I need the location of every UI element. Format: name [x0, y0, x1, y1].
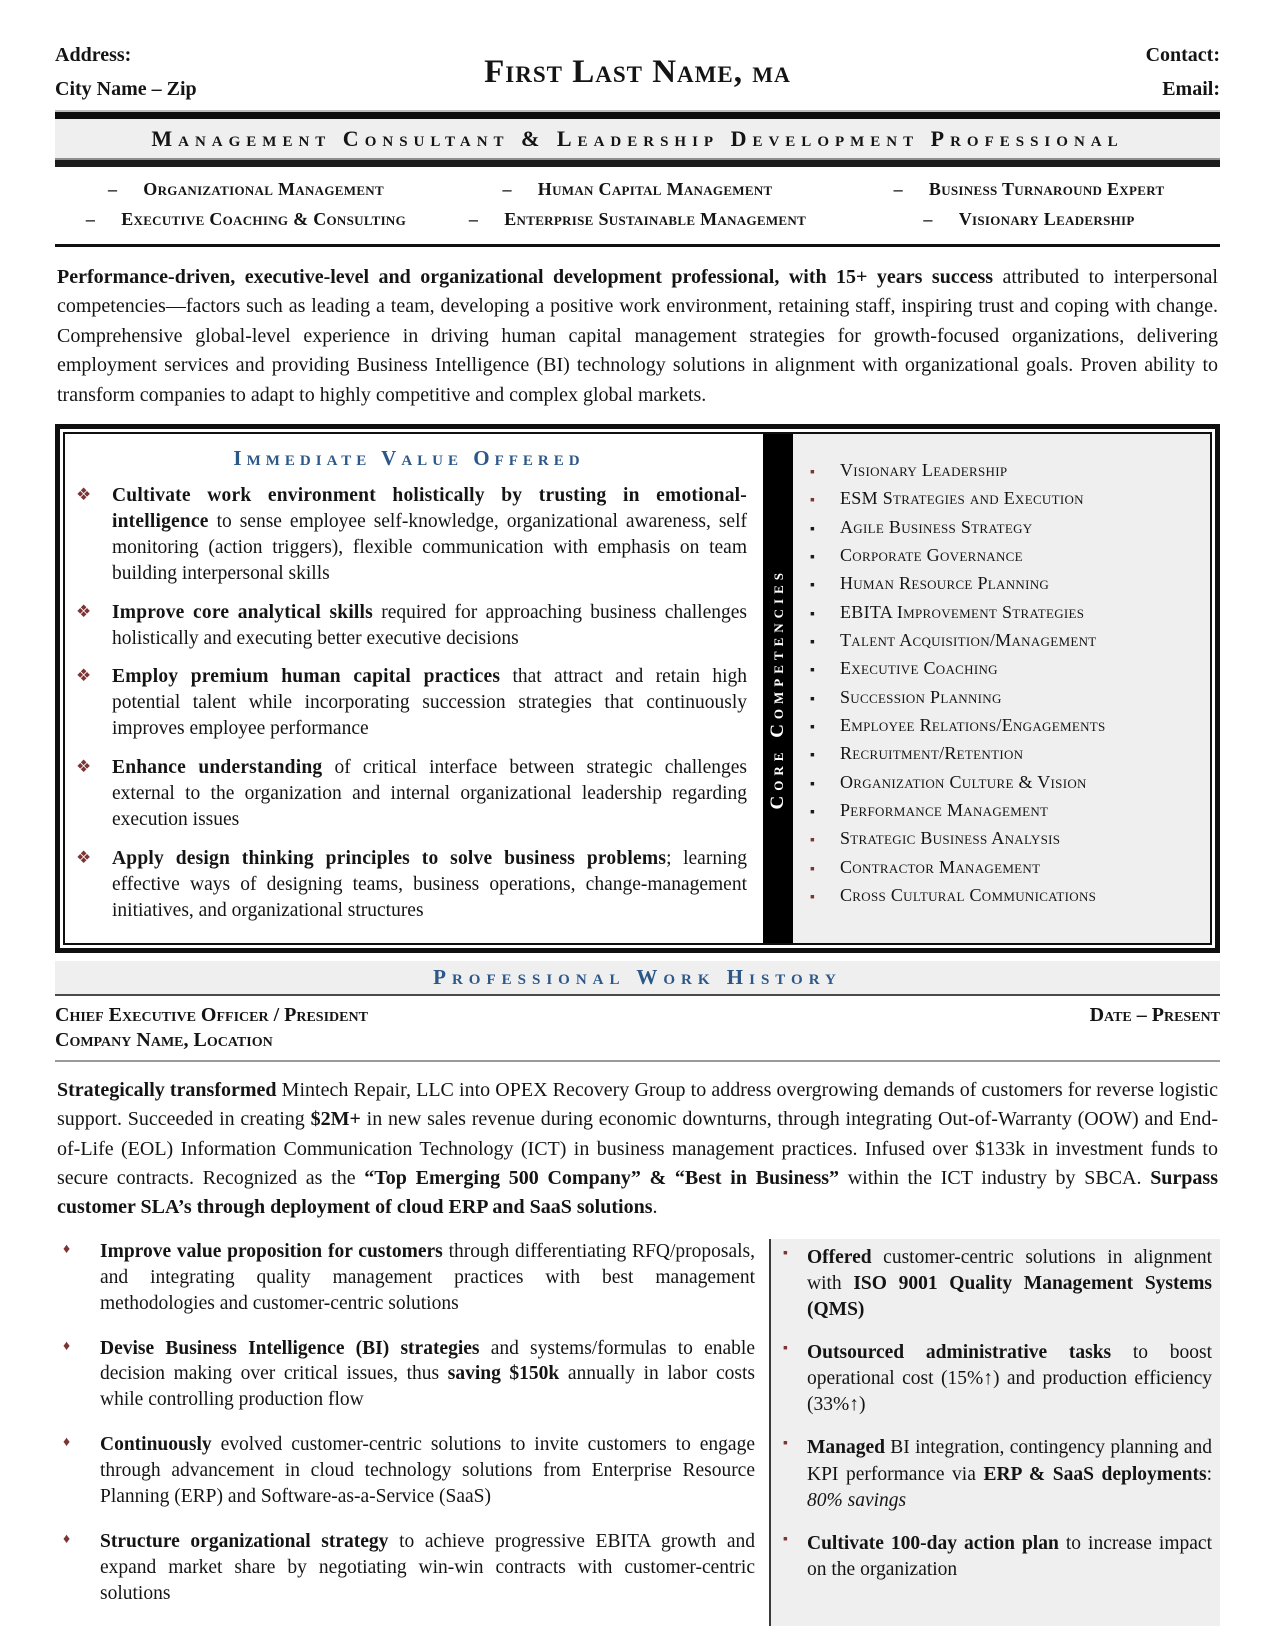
diamond-bullet-icon: ❖ [76, 484, 92, 504]
achievement-text: Outsourced administrative tasks to boost operational cost (15%↑) and production efficiency (33%↑) [807, 1342, 1212, 1416]
diamond-bullet-icon: ❖ [76, 757, 92, 777]
value-bullet [71, 600, 747, 652]
achievement-bullet [781, 1531, 1212, 1583]
divider-thick [55, 112, 1220, 119]
skill-label: Visionary Leadership [958, 209, 1135, 229]
achievement-bullet [781, 1340, 1212, 1418]
competency-item [803, 741, 1204, 766]
competency-item [803, 600, 1204, 625]
skill-label: Organizational Management [143, 179, 384, 199]
square-bullet-icon: ▪ [810, 464, 815, 480]
dash-icon: – [923, 209, 933, 229]
competency-label: Employee Relations/Engagements [840, 714, 1106, 735]
competency-item [803, 883, 1204, 908]
achievements [55, 1239, 1220, 1626]
address-label: Address: [55, 44, 132, 66]
skill-label: Enterprise Sustainable Management [504, 209, 807, 229]
competency-label: Organization Culture & Vision [840, 771, 1087, 792]
competency-label: Visionary Leadership [840, 459, 1008, 480]
square-bullet-icon: ▪ [810, 833, 815, 849]
competency-label: Agile Business Strategy [840, 516, 1033, 537]
achievements-right-column [769, 1239, 1220, 1626]
name-suffix: MA [752, 61, 791, 87]
header-address-block [55, 38, 355, 106]
skills-list [55, 167, 1220, 244]
achievement-bullet [55, 1336, 755, 1414]
core-competencies-label: Core Competencies [767, 567, 788, 810]
square-bullet-icon: ▪ [810, 804, 815, 820]
immediate-value-section [65, 434, 763, 943]
competency-label: Succession Planning [840, 686, 1002, 707]
competency-label: Performance Management [840, 799, 1049, 820]
skill-item [437, 179, 838, 200]
square-bullet-icon: ▪ [810, 634, 815, 650]
dash-icon: – [502, 179, 512, 199]
competency-label: Talent Acquisition/Management [840, 629, 1097, 650]
square-bullet-icon: ▪ [810, 663, 815, 679]
achievement-bullet [55, 1432, 755, 1510]
square-bullet-icon: ▪ [783, 1436, 788, 1452]
square-bullet-icon: ▪ [783, 1341, 788, 1357]
small-diamond-bullet-icon: ♦ [63, 1338, 71, 1354]
header-contact-block [920, 38, 1220, 106]
competency-item [803, 543, 1204, 568]
competency-item [803, 571, 1204, 596]
value-bullet [71, 755, 747, 833]
job-title: Chief Executive Officer / President [55, 1003, 368, 1026]
square-bullet-icon: ▪ [810, 521, 815, 537]
achievement-bullet [55, 1529, 755, 1607]
value-bullet-list [71, 483, 747, 924]
square-bullet-icon: ▪ [810, 748, 815, 764]
competency-label: Human Resource Planning [840, 573, 1050, 594]
value-box-inner [63, 432, 1212, 945]
skill-item [437, 209, 838, 230]
dash-icon: – [107, 179, 118, 199]
competency-label: ESM Strategies and Execution [840, 488, 1084, 509]
competency-item [803, 515, 1204, 540]
name-main: First Last Name, [484, 53, 743, 90]
competency-label: Cross Cultural Communications [840, 884, 1097, 905]
small-diamond-bullet-icon: ♦ [63, 1435, 71, 1451]
divider-mid [55, 158, 1220, 167]
competency-label: Contractor Management [840, 856, 1041, 877]
dash-icon: – [85, 209, 96, 229]
square-bullet-icon: ▪ [783, 1245, 788, 1261]
work-history-heading: Professional Work History [55, 961, 1220, 996]
achievement-bullet [781, 1245, 1212, 1323]
diamond-bullet-icon: ❖ [76, 601, 92, 621]
diamond-bullet-icon: ❖ [76, 666, 92, 686]
core-competencies-section [793, 434, 1210, 943]
achievement-text: Improve value proposition for customers through differentiating RFQ/proposals, and integrating quality management practices with best management methodologies and customer-centric solutions [100, 1240, 755, 1314]
skill-item [55, 209, 437, 230]
competency-label: Strategic Business Analysis [840, 828, 1061, 849]
competency-item [803, 628, 1204, 653]
competency-item [803, 798, 1204, 823]
professional-title-band: Management Consultant & Leadership Development Professional [55, 119, 1220, 158]
skill-item [838, 179, 1220, 200]
competency-label: EBITA Improvement Strategies [840, 601, 1085, 622]
achievement-text: Devise Business Intelligence (BI) strategies and systems/formulas to enable decision making over critical issues, thus saving $150k annually in labor costs while controlling production flow [100, 1337, 755, 1411]
competency-item [803, 855, 1204, 880]
competency-item [803, 770, 1204, 795]
job-dates: Date – Present [1089, 1003, 1220, 1026]
job-header [55, 1004, 1220, 1027]
competency-item [803, 458, 1204, 483]
value-bullet-text: Employ premium human capital practices that attract and retain high potential talent while incorporating succession strategies that continuously improves employee performance [112, 666, 747, 740]
competency-label: Corporate Governance [840, 544, 1023, 565]
competency-item [803, 486, 1204, 511]
dash-icon: – [893, 179, 903, 199]
divider-gray [55, 1060, 1220, 1062]
value-bullet-text: Apply design thinking principles to solve business problems; learning effective ways of designing teams, business operations, change-management initiatives, and organizational structures [112, 848, 747, 921]
competency-label: Executive Coaching [840, 658, 998, 679]
achievement-bullet [781, 1435, 1212, 1513]
small-diamond-bullet-icon: ♦ [63, 1241, 71, 1257]
square-bullet-icon: ▪ [783, 1531, 788, 1547]
job-company: Company Name, Location [55, 1028, 273, 1051]
value-bullet [71, 483, 747, 587]
achievement-bullet [55, 1239, 755, 1317]
core-competencies-bar [763, 434, 793, 943]
square-bullet-icon: ▪ [810, 493, 815, 509]
competency-item [803, 656, 1204, 681]
square-bullet-icon: ▪ [810, 889, 815, 905]
value-bullet [71, 664, 747, 742]
small-diamond-bullet-icon: ♦ [63, 1532, 71, 1548]
name-title [355, 54, 920, 91]
header [55, 38, 1220, 106]
immediate-value-heading: Immediate Value Offered [233, 445, 585, 470]
achievement-text: Continuously evolved customer-centric solutions to invite customers to engage through advancement in cloud technology solutions from Enterprise Resource Planning (ERP) and Software-as-a-Service (SaaS) [100, 1434, 755, 1508]
address-value: City Name – Zip [55, 78, 197, 100]
divider-black [55, 244, 1220, 247]
competency-item [803, 685, 1204, 710]
achievement-text: Cultivate 100-day action plan to increase impact on the organization [807, 1532, 1212, 1580]
diamond-bullet-icon: ❖ [76, 848, 92, 868]
achievement-text: Structure organizational strategy to achieve progressive EBITA growth and expand market share by negotiating win-win contracts with customer-centric solutions [100, 1531, 755, 1604]
value-bullet-text: Improve core analytical skills required for approaching business challenges holistically and executing better executive decisions [112, 601, 747, 649]
square-bullet-icon: ▪ [810, 719, 815, 735]
email-label: Email: [1162, 78, 1220, 100]
skill-item [55, 179, 437, 200]
skill-item [838, 209, 1220, 230]
competency-item [803, 826, 1204, 851]
dash-icon: – [468, 209, 479, 229]
achievement-text: Managed BI integration, contingency planning and KPI performance via ERP & SaaS deployments: 80% savings [807, 1437, 1213, 1511]
competency-label: Recruitment/Retention [840, 743, 1024, 764]
achievement-text: Offered customer-centric solutions in alignment with ISO 9001 Quality Management Systems (QMS) [807, 1246, 1213, 1320]
square-bullet-icon: ▪ [810, 549, 815, 565]
value-bullet [71, 846, 747, 924]
square-bullet-icon: ▪ [810, 691, 815, 707]
square-bullet-icon: ▪ [810, 776, 815, 792]
square-bullet-icon: ▪ [810, 861, 815, 877]
summary-paragraph: Performance-driven, executive-level and organizational development professional, with 15+ years success attributed to interpersonal competencies—factors such as leading a team, developing a positive work environment, retaining staff, inspiring trust and coping with change. Comprehensive global-level experience in driving human capital management strategies for growth-focused organizations, delivering employment services and providing Business Intelligence (BI) technology solutions in alignment with organizational goals. Proven ability to transform companies to adapt to highly competitive and complex global markets. [57, 266, 1218, 406]
job-summary-paragraph: Strategically transformed Mintech Repair, LLC into OPEX Recovery Group to address overgrowing demands of customers for reverse logistic support. Succeeded in creating $2M+ in new sales revenue during economic downturns, through integrating Out-of-Warranty (OOW) and End-of-Life (EOL) Information Communication Technology (ICT) in business management practices. Infused over $133k in investment funds to secure contracts. Recognized as the “Top Emerging 500 Company” & “Best in Business” within the ICT industry by SBCA. Surpass customer SLA’s through deployment of cloud ERP and SaaS solutions. [57, 1078, 1219, 1219]
competency-item [803, 713, 1204, 738]
square-bullet-icon: ▪ [810, 578, 815, 594]
skill-label: Executive Coaching & Consulting [121, 209, 407, 229]
achievements-left-column [55, 1239, 769, 1626]
contact-label: Contact: [1145, 44, 1220, 66]
square-bullet-icon: ▪ [810, 606, 815, 622]
skill-label: Business Turnaround Expert [928, 179, 1165, 199]
skill-label: Human Capital Management [537, 179, 773, 199]
value-bullet-text: Enhance understanding of critical interface between strategic challenges external to the organization and internal organizational leadership regarding execution issues [112, 757, 747, 831]
value-box [55, 424, 1220, 953]
value-bullet-text: Cultivate work environment holistically by trusting in emotional-intelligence to sense employee self-knowledge, organizational awareness, self monitoring (action triggers), flexible communication with emphasis on team building interpersonal skills [112, 484, 747, 584]
